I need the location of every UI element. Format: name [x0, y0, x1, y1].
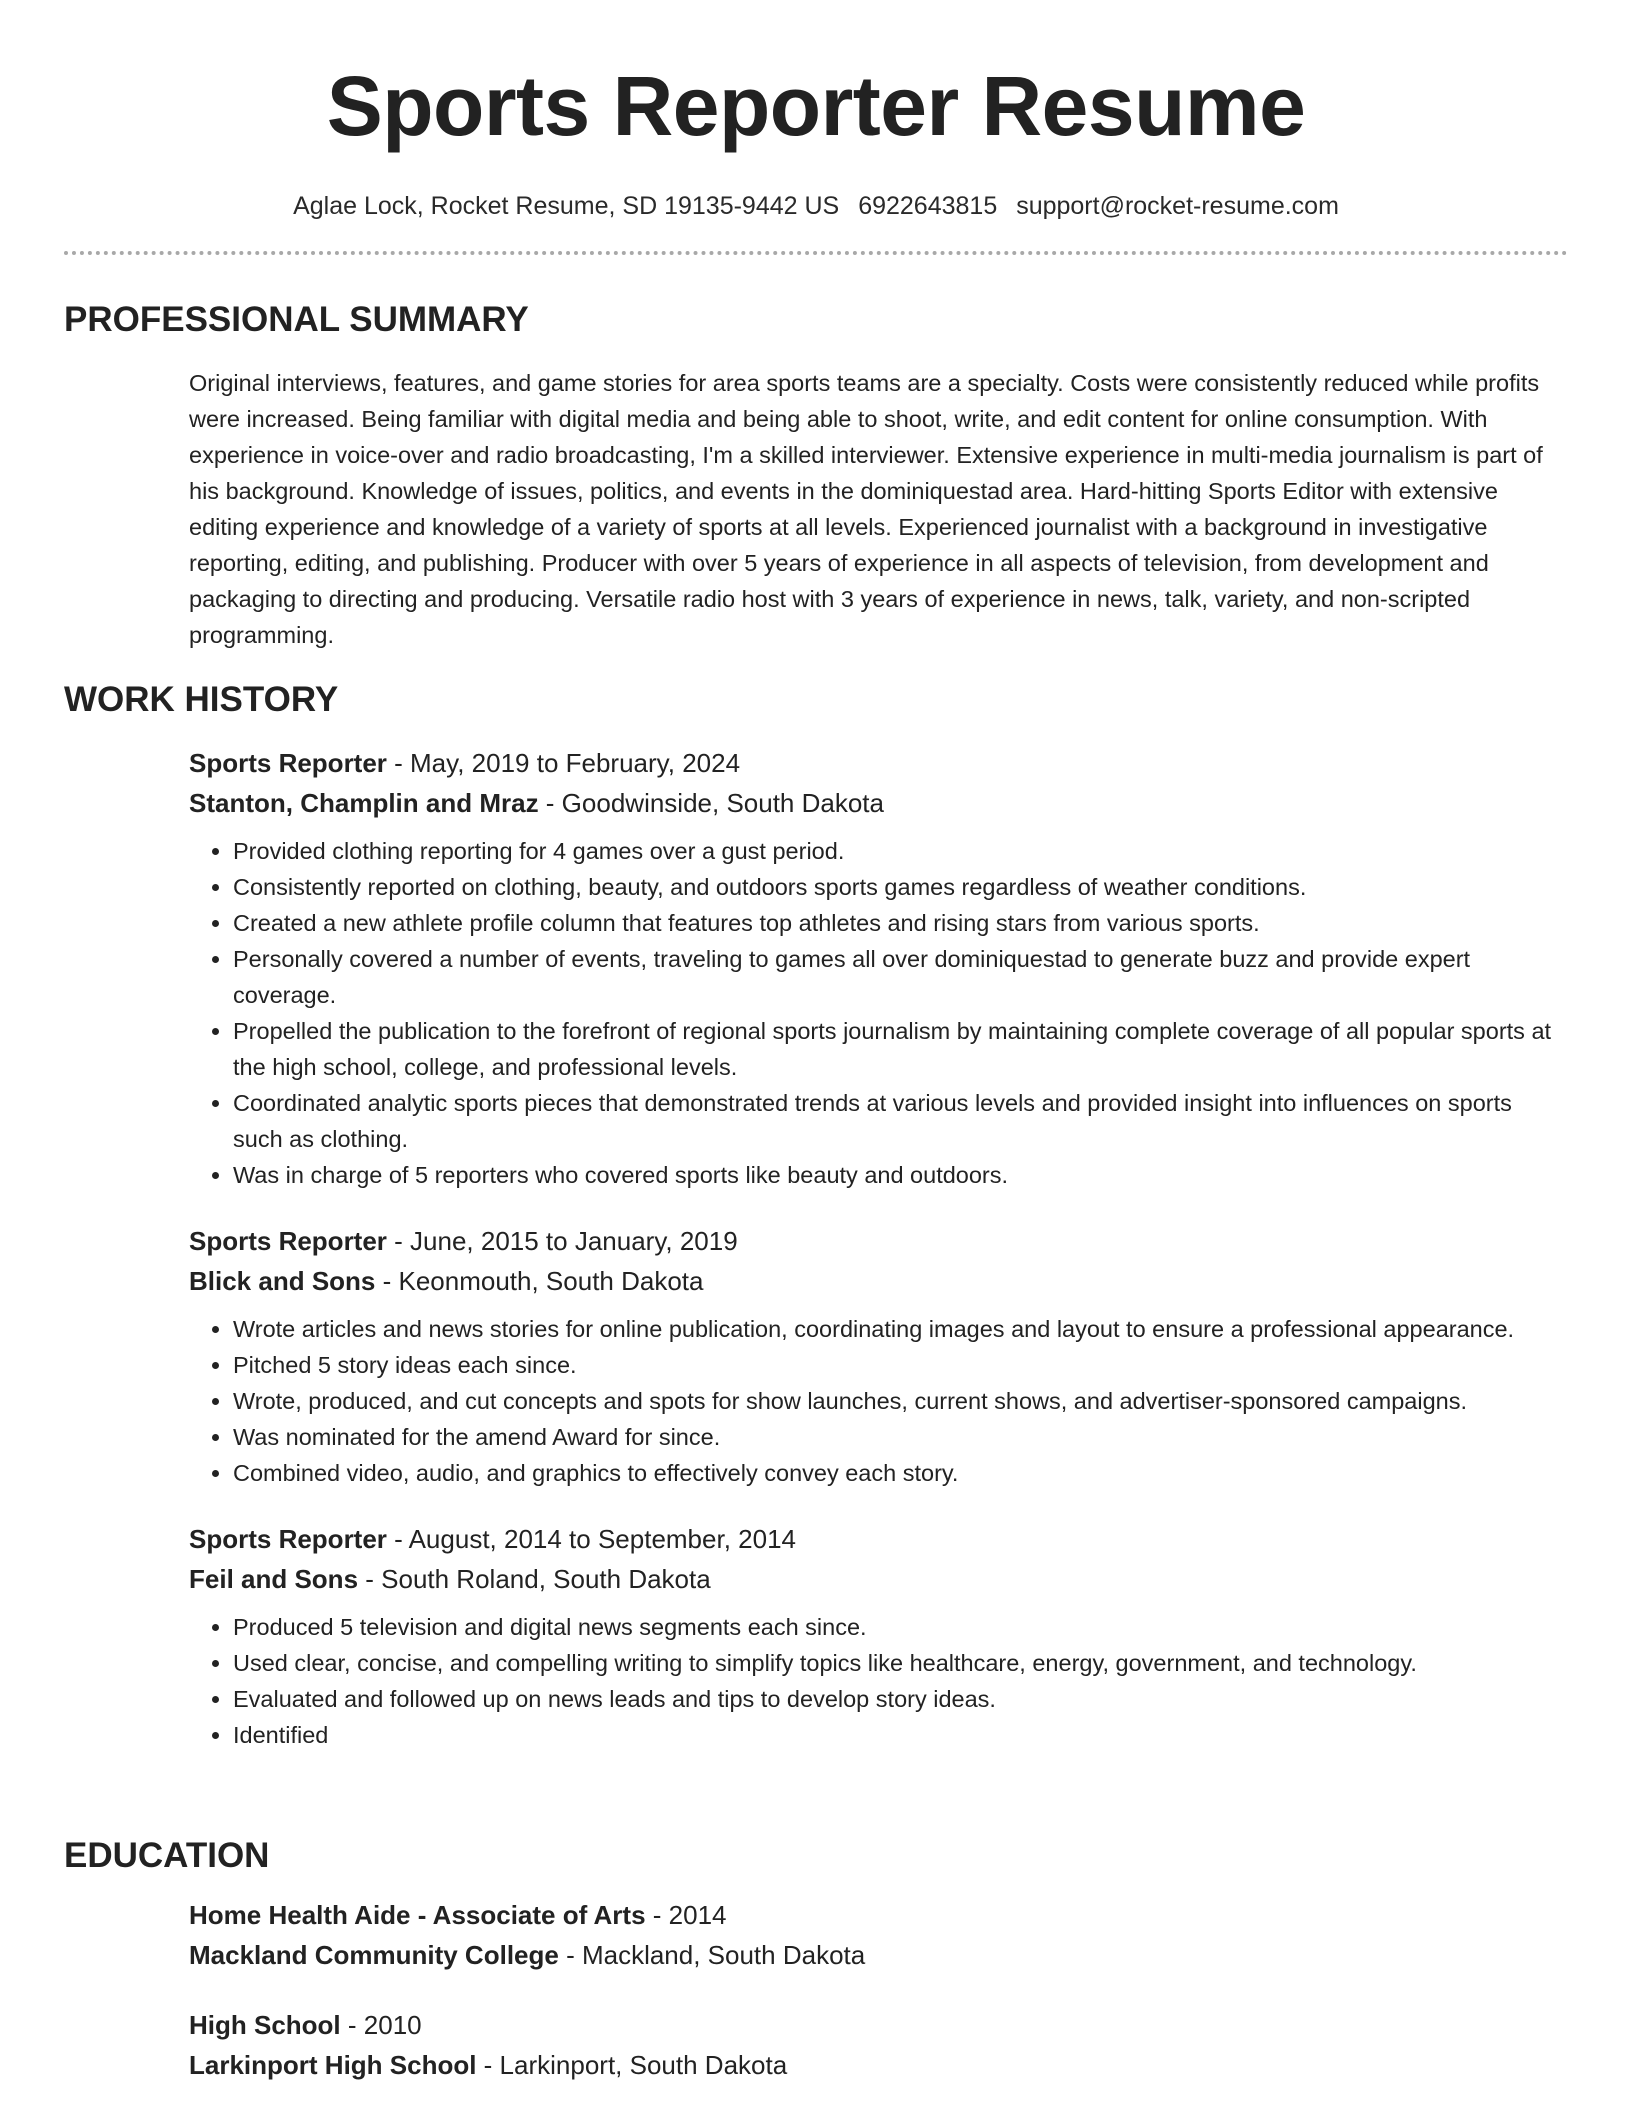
bullet-item: • Produced 5 television and digital news segments each since.: [233, 1609, 1568, 1645]
section-heading: WORK HISTORY: [64, 680, 339, 719]
job-bullets: [233, 833, 1568, 1193]
contact-address: Aglae Lock, Rocket Resume, SD 19135-9442 US: [293, 192, 840, 220]
bullet-item: • Provided clothing reporting for 4 games over a gust period.: [233, 833, 1568, 869]
summary-section: [64, 302, 1568, 653]
bullet-item: • Wrote, produced, and cut concepts and spots for show launches, current shows, and advertiser-sponsored campaigns.: [233, 1383, 1568, 1419]
bullet-item: • Pitched 5 story ideas each since.: [233, 1347, 1568, 1383]
job-company-line: [189, 1261, 1568, 1301]
school-location: - Larkinport, South Dakota: [476, 2050, 788, 2080]
job-bullets: [233, 1311, 1568, 1491]
job-location: - South Roland, South Dakota: [358, 1564, 711, 1594]
job-title-line: [189, 743, 1568, 783]
degree-line: [189, 1895, 1568, 1935]
bullet-item: • Propelled the publication to the forefront of regional sports journalism by maintaining complete coverage of all popular sports at the high school, college, and professional levels.: [233, 1013, 1568, 1085]
job-location: - Goodwinside, South Dakota: [538, 788, 884, 818]
contact-phone: 6922643815: [858, 192, 998, 220]
education-section: [64, 1838, 1568, 2085]
job-company: Stanton, Champlin and Mraz: [189, 788, 539, 818]
degree-year: - 2010: [340, 2010, 422, 2040]
job-company: Feil and Sons: [189, 1564, 359, 1594]
bullet-item: • Identified: [233, 1717, 1568, 1753]
header-divider: [64, 251, 1568, 255]
job-company: Blick and Sons: [189, 1266, 376, 1296]
job-title: Sports Reporter: [189, 1226, 387, 1256]
school-line: [189, 2045, 1568, 2085]
school-location: - Mackland, South Dakota: [558, 1940, 866, 1970]
bullet-item: • Wrote articles and news stories for online publication, coordinating images and layout to ensure a professional appearance.: [233, 1311, 1568, 1347]
school: Larkinport High School: [189, 2050, 477, 2080]
job-entry: [189, 1519, 1568, 1753]
job-dates: - May, 2019 to February, 2024: [386, 748, 741, 778]
bullet-item: • Personally covered a number of events, traveling to games all over dominiquestad to generate buzz and provide expert coverage.: [233, 941, 1568, 1013]
bullet-item: • Combined video, audio, and graphics to effectively convey each story.: [233, 1455, 1568, 1491]
job-location: - Keonmouth, South Dakota: [375, 1266, 704, 1296]
contact-email: support@rocket-resume.com: [1016, 192, 1339, 220]
work-history-section: [64, 682, 1568, 1753]
school: Mackland Community College: [189, 1940, 559, 1970]
section-heading: PROFESSIONAL SUMMARY: [64, 300, 529, 339]
section-heading: EDUCATION: [64, 1836, 270, 1875]
bullet-item: • Evaluated and followed up on news leads and tips to develop story ideas.: [233, 1681, 1568, 1717]
job-title-line: [189, 1221, 1568, 1261]
bullet-item: • Created a new athlete profile column that features top athletes and rising stars from various sports.: [233, 905, 1568, 941]
job-title: Sports Reporter: [189, 1524, 387, 1554]
job-entry: [189, 1221, 1568, 1491]
job-title-line: [189, 1519, 1568, 1559]
degree-line: [189, 2005, 1568, 2045]
summary-text: Original interviews, features, and game stories for area sports teams are a specialty. Costs were consistently reduced while profits were increased. Being familiar with digital media and being able to shoot, write, and edit content for online consumption. With experience in voice-over and radio broadcasting, I'm a skilled interviewer. Extensive experience in multi-media journalism is part of his background. Knowledge of issues, politics, and events in the dominiquestad area. Hard-hitting Sports Editor with extensive editing experience and knowledge of a variety of sports at all levels. Experienced journalist with a background in investigative reporting, editing, and publishing. Producer with over 5 years of experience in all aspects of television, from development and packaging to directing and producing. Versatile radio host with 3 years of experience in news, talk, variety, and non-scripted programming.: [189, 370, 1543, 648]
degree-year: - 2014: [645, 1900, 727, 1930]
school-line: [189, 1935, 1568, 1975]
job-dates: - June, 2015 to January, 2019: [386, 1226, 738, 1256]
job-entry: [189, 743, 1568, 1193]
contact-line: [0, 192, 1632, 221]
bullet-item: • Used clear, concise, and compelling writing to simplify topics like healthcare, energy, government, and technology.: [233, 1645, 1568, 1681]
degree: High School: [189, 2010, 341, 2040]
bullet-item: • Was in charge of 5 reporters who covered sports like beauty and outdoors.: [233, 1157, 1568, 1193]
bullet-item: • Consistently reported on clothing, beauty, and outdoors sports games regardless of weather conditions.: [233, 869, 1568, 905]
job-bullets: [233, 1609, 1568, 1753]
bullet-item: • Was nominated for the amend Award for since.: [233, 1419, 1568, 1455]
job-dates: - August, 2014 to September, 2014: [386, 1524, 796, 1554]
degree: Home Health Aide - Associate of Arts: [189, 1900, 646, 1930]
job-company-line: [189, 783, 1568, 823]
bullet-item: • Coordinated analytic sports pieces that demonstrated trends at various levels and provided insight into influences on sports such as clothing.: [233, 1085, 1568, 1157]
education-entry: [189, 2005, 1568, 2085]
job-company-line: [189, 1559, 1568, 1599]
page-title: Sports Reporter Resume: [326, 59, 1306, 153]
job-title: Sports Reporter: [189, 748, 387, 778]
education-entry: [189, 1895, 1568, 1975]
